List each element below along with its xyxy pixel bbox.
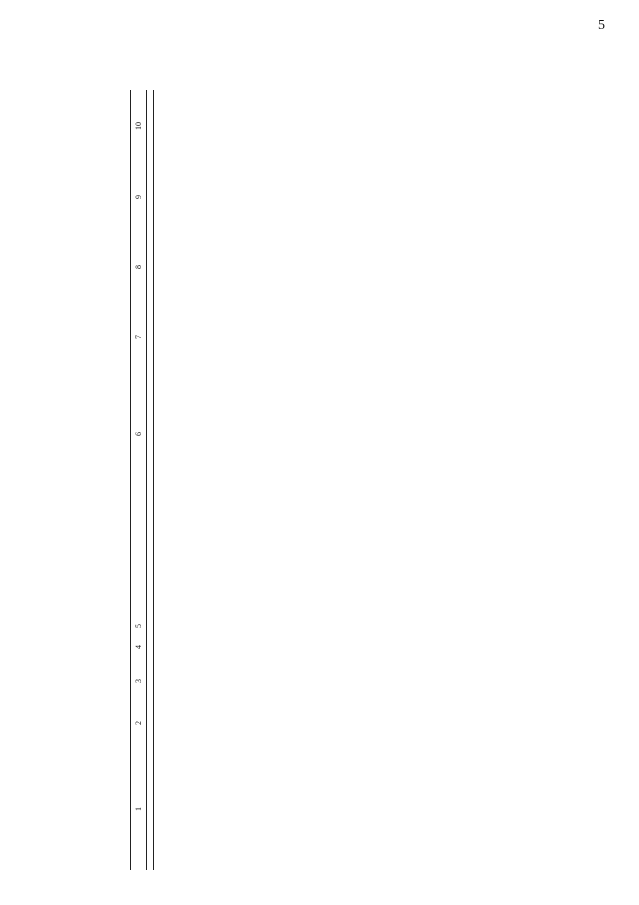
column-header: 2 [131, 698, 147, 748]
header-row [131, 90, 147, 870]
column-header: 4 [131, 630, 147, 664]
table-cell-c9 [147, 162, 154, 232]
table-row [147, 90, 154, 870]
page-number: 5 [598, 18, 605, 33]
rotated-table-container [130, 10, 639, 870]
column-header: 10 [131, 90, 147, 162]
column-header: 9 [131, 162, 147, 232]
table-cell-c3 [147, 664, 154, 698]
column-header: 1 [131, 748, 147, 870]
table-header [131, 90, 147, 870]
table-body [147, 90, 154, 870]
table-cell-c7 [147, 302, 154, 372]
table-cell-c1 [147, 748, 154, 870]
table-cell-c10 [147, 90, 154, 162]
column-header: 8 [131, 232, 147, 302]
table-cell-c2 [147, 698, 154, 748]
column-header: 7 [131, 302, 147, 372]
table-cell-c6 [147, 372, 154, 496]
program-table [130, 90, 154, 870]
table-cell-c5 [147, 496, 154, 630]
column-header: 5 [131, 496, 147, 630]
table-cell-c4 [147, 630, 154, 664]
table-cell-c8 [147, 232, 154, 302]
column-header: 6 [131, 372, 147, 496]
column-header: 3 [131, 664, 147, 698]
